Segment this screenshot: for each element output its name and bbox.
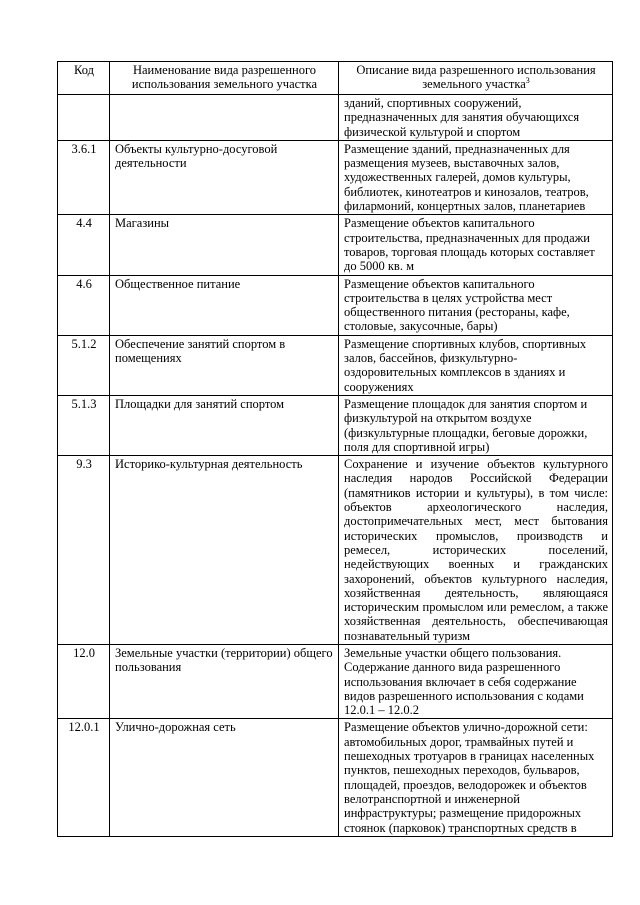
row-code [58,95,110,141]
table-row [58,719,613,836]
table-row [58,335,613,395]
table-row [58,395,613,455]
row-description: Размещение площадок для занятия спортом и физкультурой на открытом воздухе (физкультурные площадки, беговые дорожки, поля для спортивной игры) [339,395,613,455]
row-description: Размещение спортивных клубов, спортивных залов, бассейнов, физкультурно-оздоровительных комплексов в зданиях и сооружениях [339,335,613,395]
row-description: Размещение объектов капитального строительства в целях устройства мест общественного питания (рестораны, кафе, столовые, закусочные, бары) [339,275,613,335]
row-name: Земельные участки (территории) общего пользования [110,644,339,718]
table-row [58,275,613,335]
row-name: Общественное питание [110,275,339,335]
table-row [58,140,613,214]
row-code: 5.1.2 [58,335,110,395]
row-code: 4.6 [58,275,110,335]
table-row [58,95,613,141]
row-code: 4.4 [58,215,110,275]
row-description: Сохранение и изучение объектов культурного наследия народов Российской Федерации (памятников истории и культуры), в том числе: объектов археологического наследия, достопримечательных мест, мест бытования исторических промыслов, производств и ремесел, исторических поселений, недействующих военных и гражданских захоронений, объектов культурного наследия, хозяйственная деятельность, являющаяся историческим промыслом или ремеслом, а также хозяйственная деятельность, обеспечивающая познавательный туризм [339,456,613,645]
table-row [58,456,613,645]
row-code: 9.3 [58,456,110,645]
row-name [110,95,339,141]
row-description: Земельные участки общего пользования. Содержание данного вида разрешенного использования включает в себя содержание видов разрешенного использования с кодами 12.0.1 – 12.0.2 [339,644,613,718]
row-description: Размещение объектов улично-дорожной сети: автомобильных дорог, трамвайных путей и пешеходных тротуаров в границах населенных пунктов, пешеходных переходов, бульваров, площадей, проездов, велодорожек и объектов велотранспортной и инженерной инфраструктуры; размещение придорожных стоянок (парковок) транспортных средств в [339,719,613,836]
row-name: Магазины [110,215,339,275]
footnote-mark: 3 [525,76,530,86]
row-code: 5.1.3 [58,395,110,455]
row-code: 12.0.1 [58,719,110,836]
header-name-text: Наименование вида разрешенного использования земельного участка [131,63,318,92]
table-body [58,95,613,837]
land-use-table [57,61,613,837]
row-name: Объекты культурно-досуговой деятельности [110,140,339,214]
table-header [58,62,613,95]
header-name [110,62,339,95]
header-code [58,62,110,95]
row-code: 12.0 [58,644,110,718]
row-name: Обеспечение занятий спортом в помещениях [110,335,339,395]
row-name: Площадки для занятий спортом [110,395,339,455]
header-description-text: Описание вида разрешенного использования земельного участка [356,63,596,92]
row-code: 3.6.1 [58,140,110,214]
row-description: зданий, спортивных сооружений, предназначенных для занятия обучающихся физической культурой и спортом [339,95,613,141]
header-description [339,62,613,95]
table-row [58,215,613,275]
row-name: Историко-культурная деятельность [110,456,339,645]
header-code-text: Код [74,63,94,77]
table-row [58,644,613,718]
row-description: Размещение зданий, предназначенных для размещения музеев, выставочных залов, художественных галерей, домов культуры, библиотек, кинотеатров и кинозалов, театров, филармоний, концертных залов, планетариев [339,140,613,214]
row-name: Улично-дорожная сеть [110,719,339,836]
row-description: Размещение объектов капитального строительства, предназначенных для продажи товаров, торговая площадь которых составляет до 5000 кв. м [339,215,613,275]
